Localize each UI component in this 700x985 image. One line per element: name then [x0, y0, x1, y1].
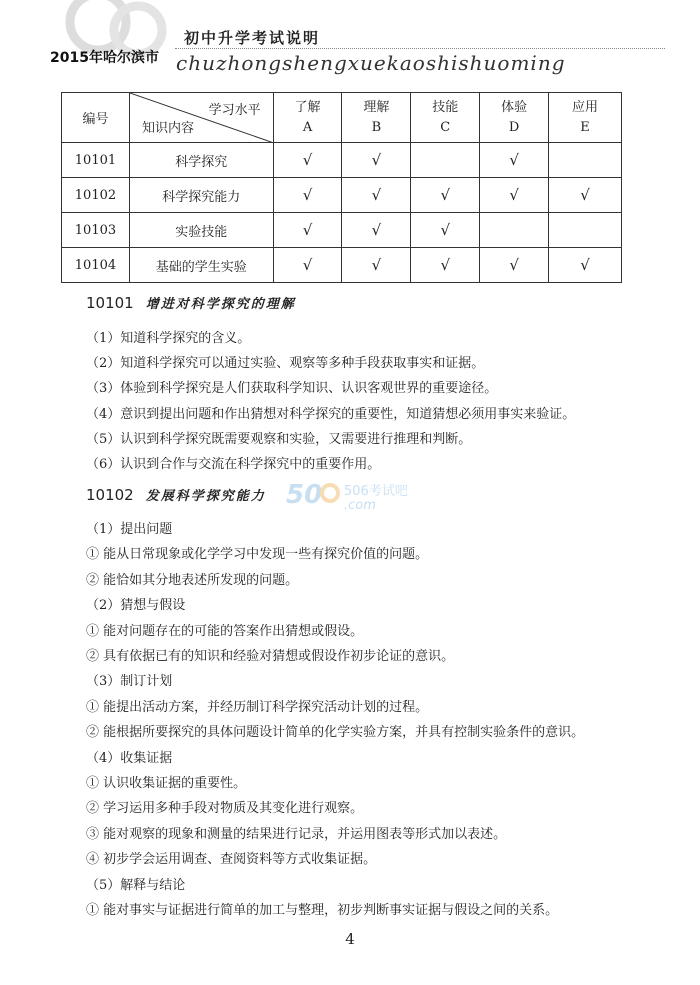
header-level-c: 技能 C: [411, 93, 480, 143]
row-mark-cell: [480, 213, 549, 248]
header-level-b: 理解 B: [342, 93, 411, 143]
svg-text:.com: .com: [344, 498, 376, 513]
row-mark-cell: [549, 248, 622, 283]
table-row: [62, 248, 622, 283]
check-mark-icon: √: [371, 221, 382, 239]
section2-item: ④ 初步学会运用调查、查阅资料等方式收集证据。: [86, 852, 377, 868]
section2-item: （3）制订计划: [86, 674, 173, 690]
section2-item: ③ 能对观察的现象和测量的结果进行记录，并运用图表等形式加以表述。: [86, 826, 507, 842]
table-row: [62, 143, 622, 178]
section2-item: ① 能从日常现象或化学学习中发现一些有探究价值的问题。: [86, 547, 429, 563]
section2-item: （4）收集证据: [86, 750, 173, 766]
section2-item: ② 具有依据已有的知识和经验对猜想或假设作初步论证的意识。: [86, 649, 455, 664]
row-mark-cell: [480, 178, 549, 213]
check-mark-icon: √: [302, 151, 313, 169]
section2-item: （1）提出问题: [86, 522, 173, 537]
check-mark-icon: √: [580, 256, 590, 274]
header-divider: [175, 48, 665, 49]
header-level-e: 应用 E: [549, 93, 622, 143]
learning-level-table: [61, 92, 622, 283]
table-header-row: [62, 93, 622, 143]
row-mark-cell: [411, 213, 480, 248]
check-mark-icon: √: [440, 256, 451, 274]
row-content: 科学探究能力: [129, 178, 273, 213]
row-mark-cell: [480, 248, 549, 283]
section2-item: ② 能恰如其分地表述所发现的问题。: [86, 572, 299, 588]
check-mark-icon: √: [371, 186, 382, 204]
section-10101-heading: 10101 增进对科学探究的理解: [86, 294, 296, 312]
row-mark-cell: [342, 143, 411, 178]
page-number: 4: [345, 930, 355, 948]
section1-item: （4）意识到提出问题和作出猜想对科学探究的重要性，知道猜想必须用事实来验证。: [86, 406, 576, 422]
header-title: 初中升学考试说明: [184, 29, 321, 47]
row-mark-cell: [411, 248, 480, 283]
section2-item: ① 能对事实与证据进行简单的加工与整理，初步判断事实证据与假设之间的关系。: [86, 903, 559, 918]
row-content: 科学探究: [129, 143, 273, 178]
watermark-logo: [286, 475, 416, 515]
check-mark-icon: √: [580, 186, 590, 204]
section-10102-heading: 10102 发展科学探究能力: [86, 486, 266, 504]
row-mark-cell: [273, 178, 342, 213]
section1-item: （2）知道科学探究可以通过实验、观察等多种手段获取事实和证据。: [86, 356, 485, 372]
check-mark-icon: √: [509, 256, 519, 274]
row-code: 10101: [62, 143, 130, 178]
header-code: 编号: [62, 93, 130, 143]
header-diagonal-cell: [129, 93, 273, 143]
table-row: [62, 213, 622, 248]
header-pinyin: chuzhongshengxuekaoshishuoming: [176, 51, 566, 75]
check-mark-icon: √: [302, 221, 313, 239]
check-mark-icon: √: [509, 151, 519, 169]
row-mark-cell: [549, 143, 622, 178]
row-content: 实验技能: [129, 213, 273, 248]
row-mark-cell: [411, 143, 480, 178]
section2-item: ② 学习运用多种手段对物质及其变化进行观察。: [86, 801, 364, 817]
section1-item: （5）认识到科学探究既需要观察和实验，又需要进行推理和判断。: [86, 431, 472, 447]
row-mark-cell: [273, 143, 342, 178]
section2-item: ① 认识收集证据的重要性。: [86, 776, 247, 791]
section1-item: （6）认识到合作与交流在科学探究中的重要作用。: [86, 457, 381, 472]
row-code: 10102: [62, 178, 130, 213]
section1-item: （3）体验到科学探究是人们获取科学知识、认识客观世界的重要途径。: [86, 381, 498, 397]
row-mark-cell: [342, 213, 411, 248]
header-year-city: 2015年哈尔滨市: [50, 50, 159, 66]
check-mark-icon: √: [302, 186, 313, 204]
section2-item: ② 能根据所要探究的具体问题设计简单的化学实验方案，并具有控制实验条件的意识。: [86, 725, 585, 741]
check-mark-icon: √: [440, 186, 451, 204]
header-learning-level: 学习水平: [208, 103, 261, 118]
header-knowledge-content: 知识内容: [141, 121, 194, 136]
table-row: [62, 178, 622, 213]
row-code: 10104: [62, 248, 130, 283]
check-mark-icon: √: [509, 186, 519, 204]
row-mark-cell: [342, 178, 411, 213]
section2-item: ① 能对问题存在的可能的答案作出猜想或假设。: [86, 623, 364, 639]
header-level-d: 体验 D: [480, 93, 549, 143]
row-code: 10103: [62, 213, 130, 248]
section2-item: （5）解释与结论: [86, 877, 186, 893]
row-mark-cell: [411, 178, 480, 213]
check-mark-icon: √: [371, 256, 382, 274]
section1-item: （1）知道科学探究的含义。: [86, 331, 251, 346]
row-mark-cell: [342, 248, 411, 283]
row-mark-cell: [273, 248, 342, 283]
svg-text:50: 50: [286, 480, 323, 510]
row-content: 基础的学生实验: [129, 248, 273, 283]
section2-item: ① 能提出活动方案，并经历制订科学探究活动计划的过程。: [86, 699, 429, 715]
row-mark-cell: [549, 178, 622, 213]
check-mark-icon: √: [302, 256, 313, 274]
check-mark-icon: √: [371, 151, 382, 169]
row-mark-cell: [549, 213, 622, 248]
check-mark-icon: √: [440, 221, 451, 239]
svg-text:506考试吧: 506考试吧: [344, 484, 408, 499]
row-mark-cell: [480, 143, 549, 178]
row-mark-cell: [273, 213, 342, 248]
header-level-a: 了解 A: [273, 93, 342, 143]
section2-item: （2）猜想与假设: [86, 598, 186, 614]
